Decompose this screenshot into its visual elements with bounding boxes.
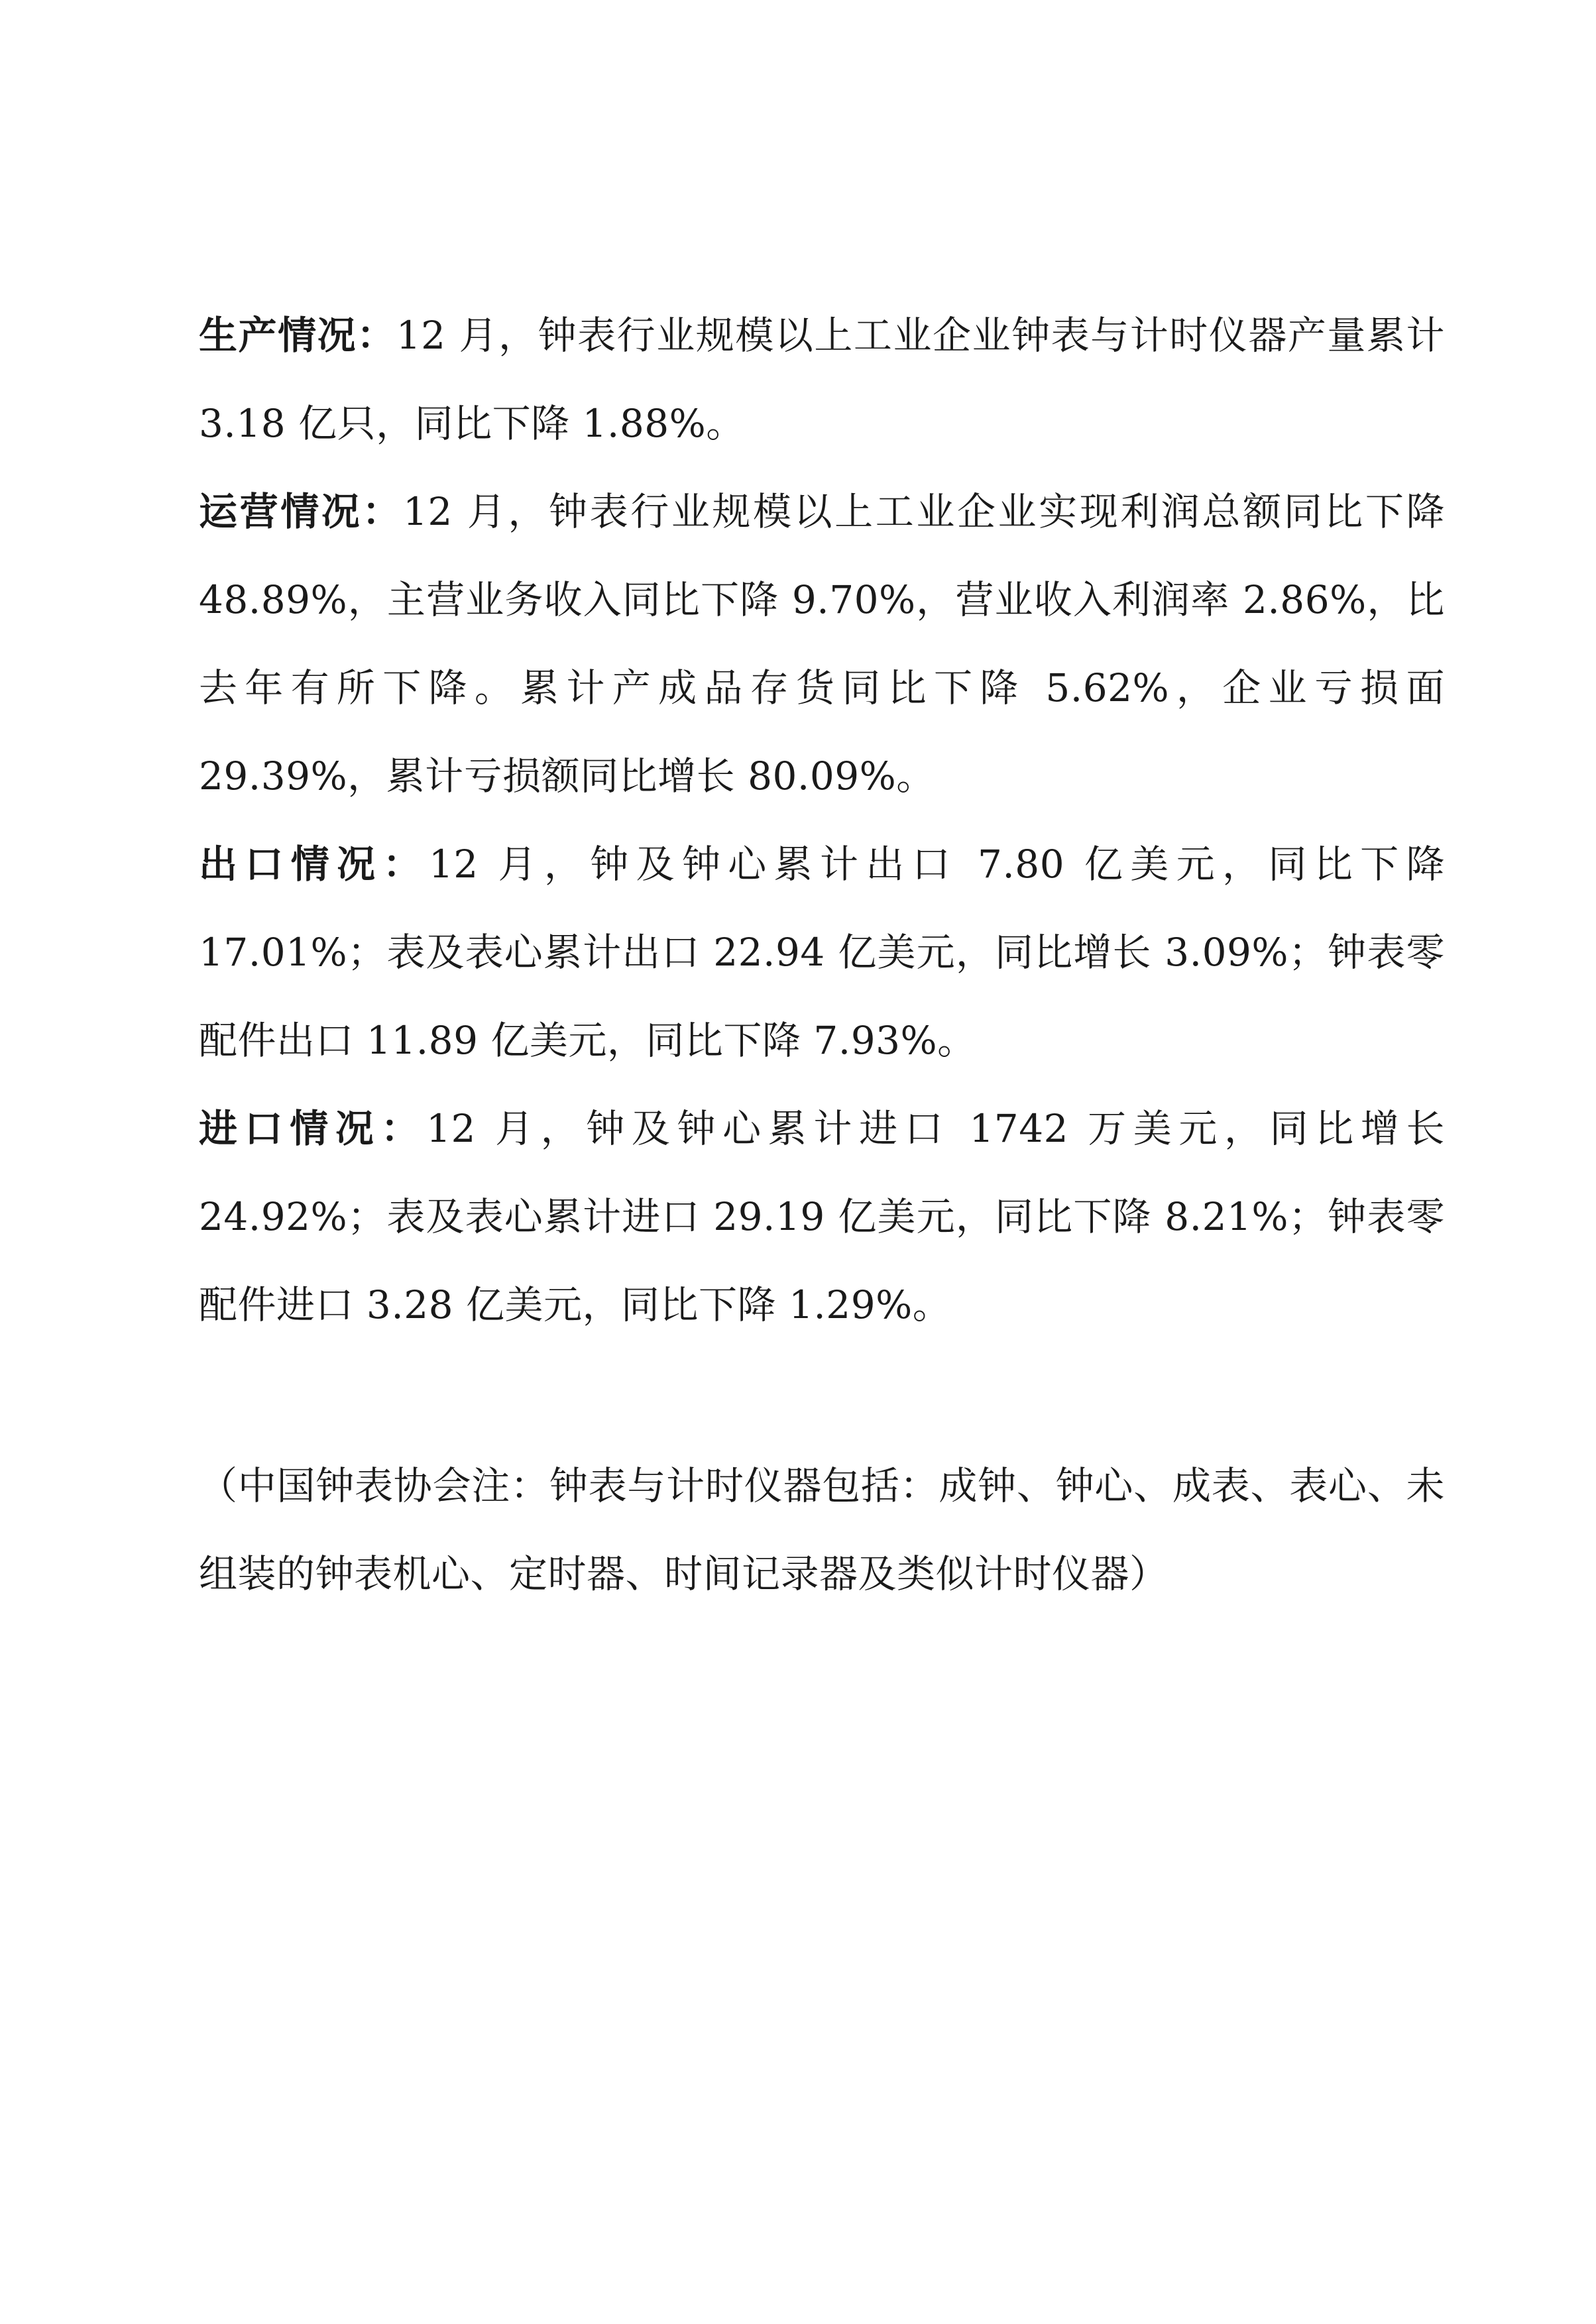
section-production-text: 12 月，钟表行业规模以上工业企业钟表与计时仪器产量累计 3.18 亿只，同比下降 1.88%。 <box>199 313 1445 446</box>
section-operations-label: 运营情况： <box>199 489 403 534</box>
section-production-label: 生产情况： <box>199 313 396 358</box>
section-export-text: 12 月，钟及钟心累计出口 7.80 亿美元，同比下降 17.01%；表及表心累计出口 22.94 亿美元，同比增长 3.09%；钟表零配件出口 11.89 亿美元，同比下降 7.93%。 <box>199 842 1445 1063</box>
section-production <box>199 292 1445 468</box>
section-import-text: 12 月，钟及钟心累计进口 1742 万美元，同比增长 24.92%；表及表心累计进口 29.19 亿美元，同比下降 8.21%；钟表零配件进口 3.28 亿美元，同比下降 1.29%。 <box>199 1106 1445 1327</box>
association-note: （中国钟表协会注：钟表与计时仪器包括：成钟、钟心、成表、表心、未组装的钟表机心、定时器、时间记录器及类似计时仪器） <box>199 1463 1445 1596</box>
section-export <box>199 820 1445 1085</box>
section-operations-text: 12 月，钟表行业规模以上工业企业实现利润总额同比下降 48.89%，主营业务收入同比下降 9.70%，营业收入利润率 2.86%，比去年有所下降。累计产成品存货同比下降 5.62%，企业亏损面 29.39%，累计亏损额同比增长 80.09%。 <box>199 489 1445 799</box>
section-import <box>199 1085 1445 1349</box>
document-body <box>199 292 1445 1618</box>
section-import-label: 进口情况： <box>199 1106 427 1151</box>
section-operations <box>199 468 1445 820</box>
section-export-label: 出口情况： <box>199 842 429 887</box>
